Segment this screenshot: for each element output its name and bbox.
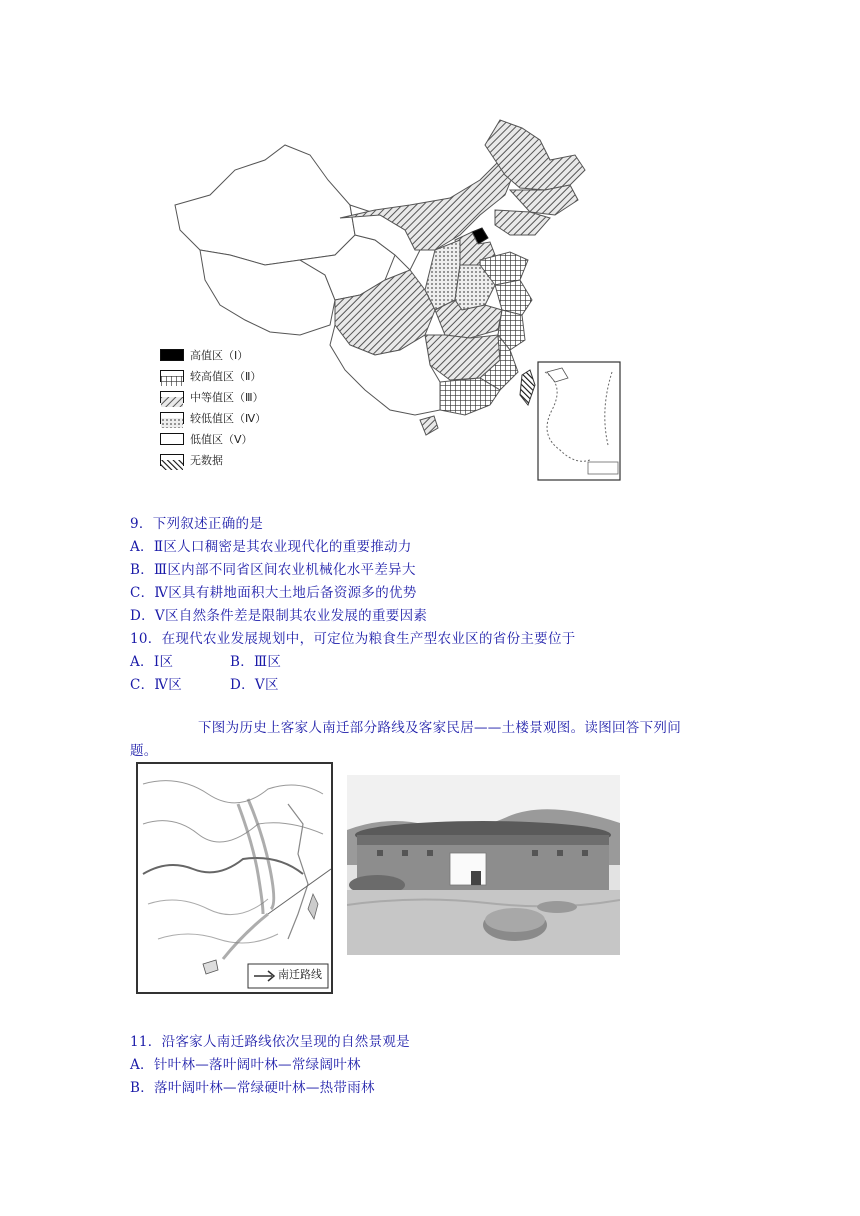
legend-swatch-grid: [160, 370, 184, 382]
tulou-photo-svg: [347, 775, 620, 955]
legend-swatch-blank: [160, 433, 184, 445]
q11-option-b: B．落叶阔叶林—常绿硬叶林—热带雨林: [130, 1080, 375, 1096]
legend-swatch-dots: [160, 412, 184, 424]
map-legend: [160, 348, 310, 473]
q10-option-a: A．Ⅰ区: [130, 654, 174, 670]
legend-swatch-hatch: [160, 391, 184, 403]
q9-option-d: D．Ⅴ区自然条件差是限制其农业发展的重要因素: [130, 608, 428, 624]
legend-label: 中等值区（Ⅲ）: [190, 391, 264, 404]
q9-option-a: A．Ⅱ区人口稠密是其农业现代化的重要推动力: [130, 539, 412, 555]
legend-swatch-solid: [160, 349, 184, 361]
legend-item-lower: [160, 411, 266, 425]
q11-option-a: A．针叶林—落叶阔叶林—常绿阔叶林: [130, 1057, 361, 1073]
legend-label: 低值区（Ⅴ）: [190, 433, 253, 446]
region-hainan: [420, 416, 438, 435]
china-agri-map: [150, 110, 630, 485]
q10-option-d: D．Ⅴ区: [230, 677, 279, 693]
legend-label: 较高值区（Ⅱ）: [190, 370, 262, 383]
q10-options-row2: [130, 673, 279, 693]
map2-legend-label: 南迁路线: [278, 968, 322, 981]
legend-item-low: [160, 432, 253, 446]
q9-option-b: B．Ⅲ区内部不同省区间农业机械化水平差异大: [130, 562, 416, 578]
legend-label: 较低值区（Ⅳ）: [190, 412, 267, 425]
q10-stem: 10．在现代农业发展规划中，可定位为粮食生产型农业区的省份主要位于: [130, 631, 576, 647]
region-jilin: [510, 185, 578, 215]
q10-options-row1: [130, 650, 281, 670]
q9-stem: 9．下列叙述正确的是: [130, 516, 264, 532]
legend-item-medium: [160, 390, 264, 404]
legend-swatch-stripes: [160, 454, 184, 466]
hakka-route-map: [136, 762, 333, 994]
legend-label: 无数据: [190, 454, 223, 467]
q10-option-c: C．Ⅳ区: [130, 677, 183, 693]
legend-item-high: [160, 348, 248, 362]
intro-line-2: 题。: [130, 743, 158, 759]
q9-option-c: C．Ⅳ区具有耕地面积大土地后备资源多的优势: [130, 585, 417, 601]
legend-item-higher: [160, 369, 261, 383]
q10-option-b: B．Ⅲ区: [230, 654, 282, 670]
q11-stem: 11．沿客家人南迁路线依次呈现的自然景观是: [130, 1034, 410, 1050]
legend-item-nodata: [160, 453, 223, 467]
region-xinjiang: [175, 145, 355, 265]
tulou-photo: [347, 775, 620, 955]
region-taiwan: [520, 370, 535, 405]
intro-line-1: 下图为历史上客家人南迁部分路线及客家民居——土楼景观图。读图回答下列问: [198, 720, 681, 736]
legend-label: 高值区（Ⅰ）: [190, 349, 249, 362]
hakka-map-svg: [138, 764, 331, 992]
